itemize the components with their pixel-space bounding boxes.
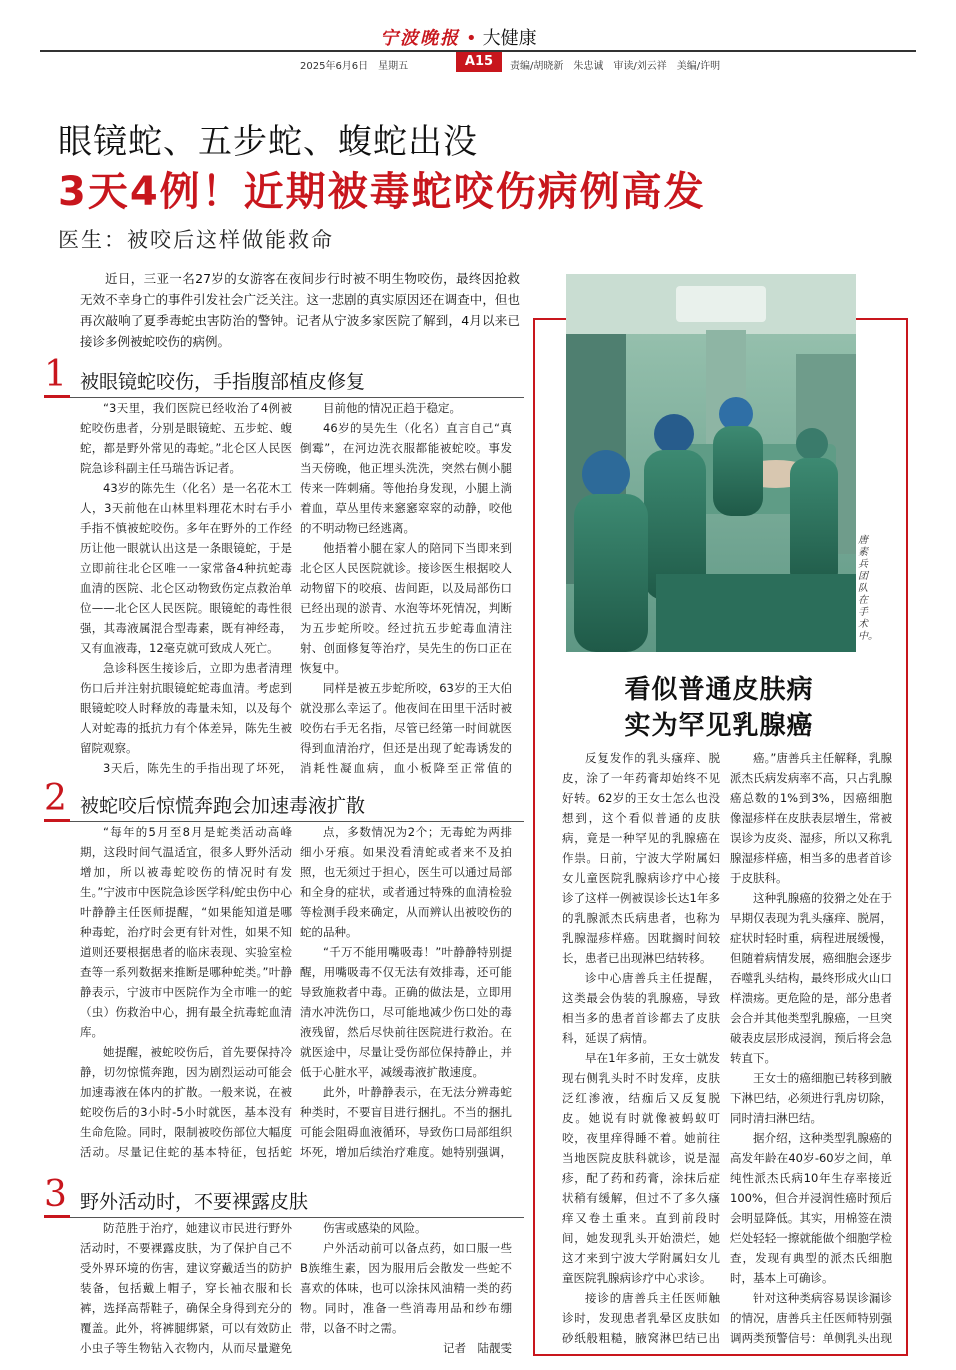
sidebar-title-line1: 看似普通皮肤病 [624, 675, 814, 705]
paragraph: 46岁的吴先生（化名）直言自己“真倒霉”，在河边洗衣服都能被蛇咬。事发当天傍晚，他正埋头洗洗，突然右侧小腿传来一阵刺痛。等他抬身发现，小腿上淌着血，草丛里传来窸窸窣窣的动静，咬他的不明动物已经逃离。 [300, 421, 512, 535]
headline-line2: 3天4例！近期被毒蛇咬伤病例高发 [58, 169, 706, 215]
paragraph: 43岁的陈先生（化名）是一名花木工人，3天前他在山林里料理花木时右手小手指不慎被蛇咬伤。多年在野外的工作经历让他一眼就认出这是一条眼镜蛇，于是立即前往北仑区唯一一家常备4种抗蛇毒血清的医院、北仑区动物致伤定点救治单位——北仑区人民医院。眼镜蛇的毒性很强，其毒液属混合型毒素，既有神经毒，又有血液毒，12毫克就可致成人死亡。 [80, 481, 292, 655]
section-number: 1 [44, 354, 67, 395]
paragraph: 据介绍，这种类型乳腺癌的高发年龄在40岁-60岁之间，单纯性派杰氏病10年生存率接近100%，但合并浸润性癌时预后会明显降低。其实，用棉签在溃烂处轻轻一擦就能做个细胞学检查，发现有典型的派杰氏细胞时，基本上可确诊。 [730, 1131, 892, 1285]
section-title: 野外活动时，不要裸露皮肤 [80, 1191, 309, 1213]
newspaper-logo: 宁波晚报 [380, 28, 460, 49]
paragraph: 反复发作的乳头瘙痒、脱皮，涂了一年药膏却始终不见好转。62岁的王女士怎么也没想到，这个看似普通的皮肤病，竟是一种罕见的乳腺癌在作祟。日前，宁波大学附属妇女儿童医院乳腺病诊疗中心接诊了这样一例被误诊长达1年多的乳腺派杰氏病患者，也称为乳腺湿疹样癌。因耽搁时间较长，患者已出现淋巴结转移。 [562, 751, 720, 965]
editors-credit: 责编/胡晓新 朱忠诚 审读/刘云祥 美编/许明 [510, 61, 721, 72]
paragraph: “每年的5月至8月是蛇类活动高峰期，这段时间气温适宜，很多人野外活动增加，所以被毒蛇咬伤的情况时有发生。”宁波市中医院急诊医学科/蛇虫伤中心叶静静主任医师提醒，“如果能知道是哪种毒蛇，治疗时会更有针对性，如果不知道则还要根据患者的临床表现、实验室检查等一系列数据来推断是哪种蛇类。”叶静静表示，宁波市中医院作为全市唯一的蛇（虫）伤救治中心，拥有最全抗毒蛇血清库。 [80, 825, 292, 1039]
paragraph: 这种乳腺癌的狡猾之处在于早期仅表现为乳头瘙痒、脱屑，症状时轻时重，病程进展缓慢，但随着病情发展，癌细胞会逐步吞噬乳头结构，最终形成火山口样溃疡。更危险的是，部分患者会合并其他类型乳腺癌，一旦突破表皮层形成浸润，预后将会急转直下。 [730, 891, 892, 1065]
surgery-photo [566, 274, 856, 652]
paragraph: 防范胜于治疗，她建议市民进行野外活动时，不要裸露皮肤，为了保护自己不受外界环境的伤害，建议穿戴适当的防护装备，包括戴上帽子，穿长袖衣服和长裤，选择高帮鞋子，确保全身得到充分的覆盖。此外，将裤腿绑紧，可以有效防止小虫子等生物钻入衣物内，从而尽量避免 [80, 1221, 292, 1355]
sidebar-title [575, 672, 863, 744]
accent-underline [44, 1215, 70, 1218]
paragraph: 她提醒，被蛇咬伤后，首先要保持冷静，切勿惊慌奔跑，因为剧烈运动可能会加速毒液在体内的扩散。一般来说，在被蛇咬伤后的3小时-5小时就医，基本没有生命危险。同时，限制被咬伤部位大幅度活动。尽量记住蛇的基本特征，包括蛇 [80, 1045, 292, 1159]
section-1-header [44, 354, 524, 398]
paragraph: 针对这种类病容易误诊漏诊的情况，唐善兵主任医师特别强调两类预警信号：单侧乳头出现 [730, 1291, 892, 1345]
section-number: 2 [44, 778, 67, 819]
paragraph: 他捂着小腿在家人的陪同下当即来到北仑区人民医院就诊。接诊医生根据咬人动物留下的咬痕、齿间距，以及局部伤口已经出现的淤青、水泡等坏死情况，判断为五步蛇所咬。经过抗五步蛇毒血清注射、创面修复等治疗，吴先生的伤口正在恢复中。 [300, 541, 512, 675]
paragraph: 伤害或感染的风险。 [323, 1221, 427, 1235]
byline-reporter: 记者 陆靓雯 [443, 1341, 512, 1355]
section-title: 被蛇咬后惊慌奔跑会加速毒液扩散 [80, 795, 366, 817]
section-2-col-2 [300, 822, 512, 1166]
paragraph: “3天里，我们医院已经收治了4例被蛇咬伤患者，分别是眼镜蛇、五步蛇、蝮蛇，都是野外常见的毒蛇。”北仑区人民医院急诊科副主任马瑞告诉记者。 [80, 401, 292, 475]
paragraph: 目前他的情况正趋于稳定。 [323, 401, 461, 415]
byline-correspondent [300, 1358, 512, 1362]
sidebar-title-line2: 实为罕见乳腺癌 [624, 711, 814, 741]
paragraph: 此外，叶静静表示，在无法分辨毒蛇种类时，不要盲目进行捆扎。不当的捆扎可能会阻碍血液循环，导致伤口局部组织坏死，增加后续治疗难度。她特别强调， [300, 1085, 512, 1159]
section-1-col-1 [80, 398, 292, 778]
paragraph: 点，多数情况为2个；无毒蛇为两排细小牙痕。如果没看清蛇或者来不及拍照，也无须过于担心，医生可以通过局部和全身的症状，或者通过特殊的血清检验等检测手段来确定，从而辨认出被咬伤的蛇的品种。 [300, 825, 512, 939]
section-name: 大健康 [482, 28, 537, 49]
photo-caption: 唐素兵团队在手术中。 [858, 535, 878, 642]
lead-paragraph: 近日，三亚一名27岁的女游客在夜间步行时被不明生物咬伤，最终因抢救无效不幸身亡的事件引发社会广泛关注。这一悲剧的真实原因还在调查中，但也再次敲响了夏季毒蛇虫害防治的警钟。记者从宁波多家医院了解到，4月以来已接诊多例被蛇咬伤的病例。 [80, 271, 520, 349]
section-title: 被眼镜蛇咬伤，手指腹部植皮修复 [80, 371, 366, 393]
subheadline: 医生：被咬后这样做能救命 [58, 228, 334, 252]
section-2-header [44, 778, 524, 822]
page-number: A15 [456, 52, 502, 72]
paragraph: 3天后，陈先生的手指出现了坏死， [103, 761, 292, 775]
section-3-col-2 [300, 1218, 512, 1362]
accent-underline [44, 819, 70, 822]
section-3-col-1 [80, 1218, 292, 1362]
paragraph: 王女士的癌细胞已转移到腋下淋巴结，必须进行乳房切除，同时清扫淋巴结。 [730, 1071, 892, 1125]
separator-dot: • [466, 28, 477, 49]
headline-line1: 眼镜蛇、五步蛇、蝮蛇出没 [58, 122, 478, 162]
dateline: 2025年6月6日 星期五 [300, 61, 409, 72]
section-number: 3 [44, 1174, 67, 1215]
paragraph: 急诊科医生接诊后，立即为患者清理伤口后并注射抗眼镜蛇蛇毒血清。考虑到眼镜蛇咬人时释放的毒量未知，以及每个人对蛇毒的抵抗力有个体差异，陈先生被留院观察。 [80, 661, 292, 755]
paragraph: 户外活动前可以备点药，如口服一些B族维生素，因为服用后会散发一些蛇不喜欢的体味，也可以涂抹风油精一类的药物。同时，准备一些消毒用品和纱布绷带，以备不时之需。 [300, 1241, 512, 1335]
paragraph: 早在1年多前，王女士就发现右侧乳头时不时发痒，皮肤泛红渗液，结痂后又反复脱皮。她说有时就像被蚂蚁叮咬，夜里痒得睡不着。她前往当地医院皮肤科就诊，说是湿疹，配了药和药膏，涂抹后症状稍有缓解，但过不了多久瘙痒又卷土重来。直到前段时间，她发现乳头开始溃烂，她这才来到宁波大学附属妇女儿童医院乳腺病诊疗中心求诊。 [562, 1051, 720, 1285]
paragraph: “千万不能用嘴吸毒！”叶静静特别提醒，用嘴吸毒不仅无法有效排毒，还可能导致施救者中毒。正确的做法是，立即用清水冲洗伤口，尽可能地减少伤口处的毒液残留，然后尽快前往医院进行救治。在就医途中，尽量让受伤部位保持静止，并低于心脏水平，减缓毒液扩散速度。 [300, 945, 512, 1079]
section-1-col-2 [300, 398, 512, 778]
section-2-col-1 [80, 822, 292, 1166]
paragraph: 诊中心唐善兵主任提醒，这类最会伪装的乳腺癌，导致相当多的患者首诊都去了皮肤科，延误了病情。 [562, 971, 720, 1045]
accent-underline [44, 395, 70, 398]
paragraph: 接诊的唐善兵主任医师触诊时，发现患者乳晕区皮肤如砂纸般粗糙，腋窝淋巴结已出 [562, 1291, 720, 1345]
section-3-header [44, 1174, 524, 1218]
paragraph: 同样是被五步蛇所咬，63岁的王大伯就没那么幸运了。他夜间在田里干活时被咬伤右手无名指，尽管已经第一时间就医得到血清治疗，但还是出现了蛇毒诱发的消耗性凝血病，血小板降至正常值的 [300, 681, 512, 775]
surgery-illustration [566, 274, 856, 652]
sidebar-col-2 [730, 748, 892, 1348]
paragraph: 癌。”唐善兵主任解释，乳腺派杰氏病发病率不高，只占乳腺癌总数的1%到3%，因癌细胞像湿疹样在皮肤表层增生，常被误诊为皮炎、湿疹，所以又称乳腺湿疹样癌，相当多的患者首诊于皮肤科。 [730, 751, 892, 885]
masthead [380, 24, 537, 50]
sidebar-col-1 [562, 748, 720, 1348]
